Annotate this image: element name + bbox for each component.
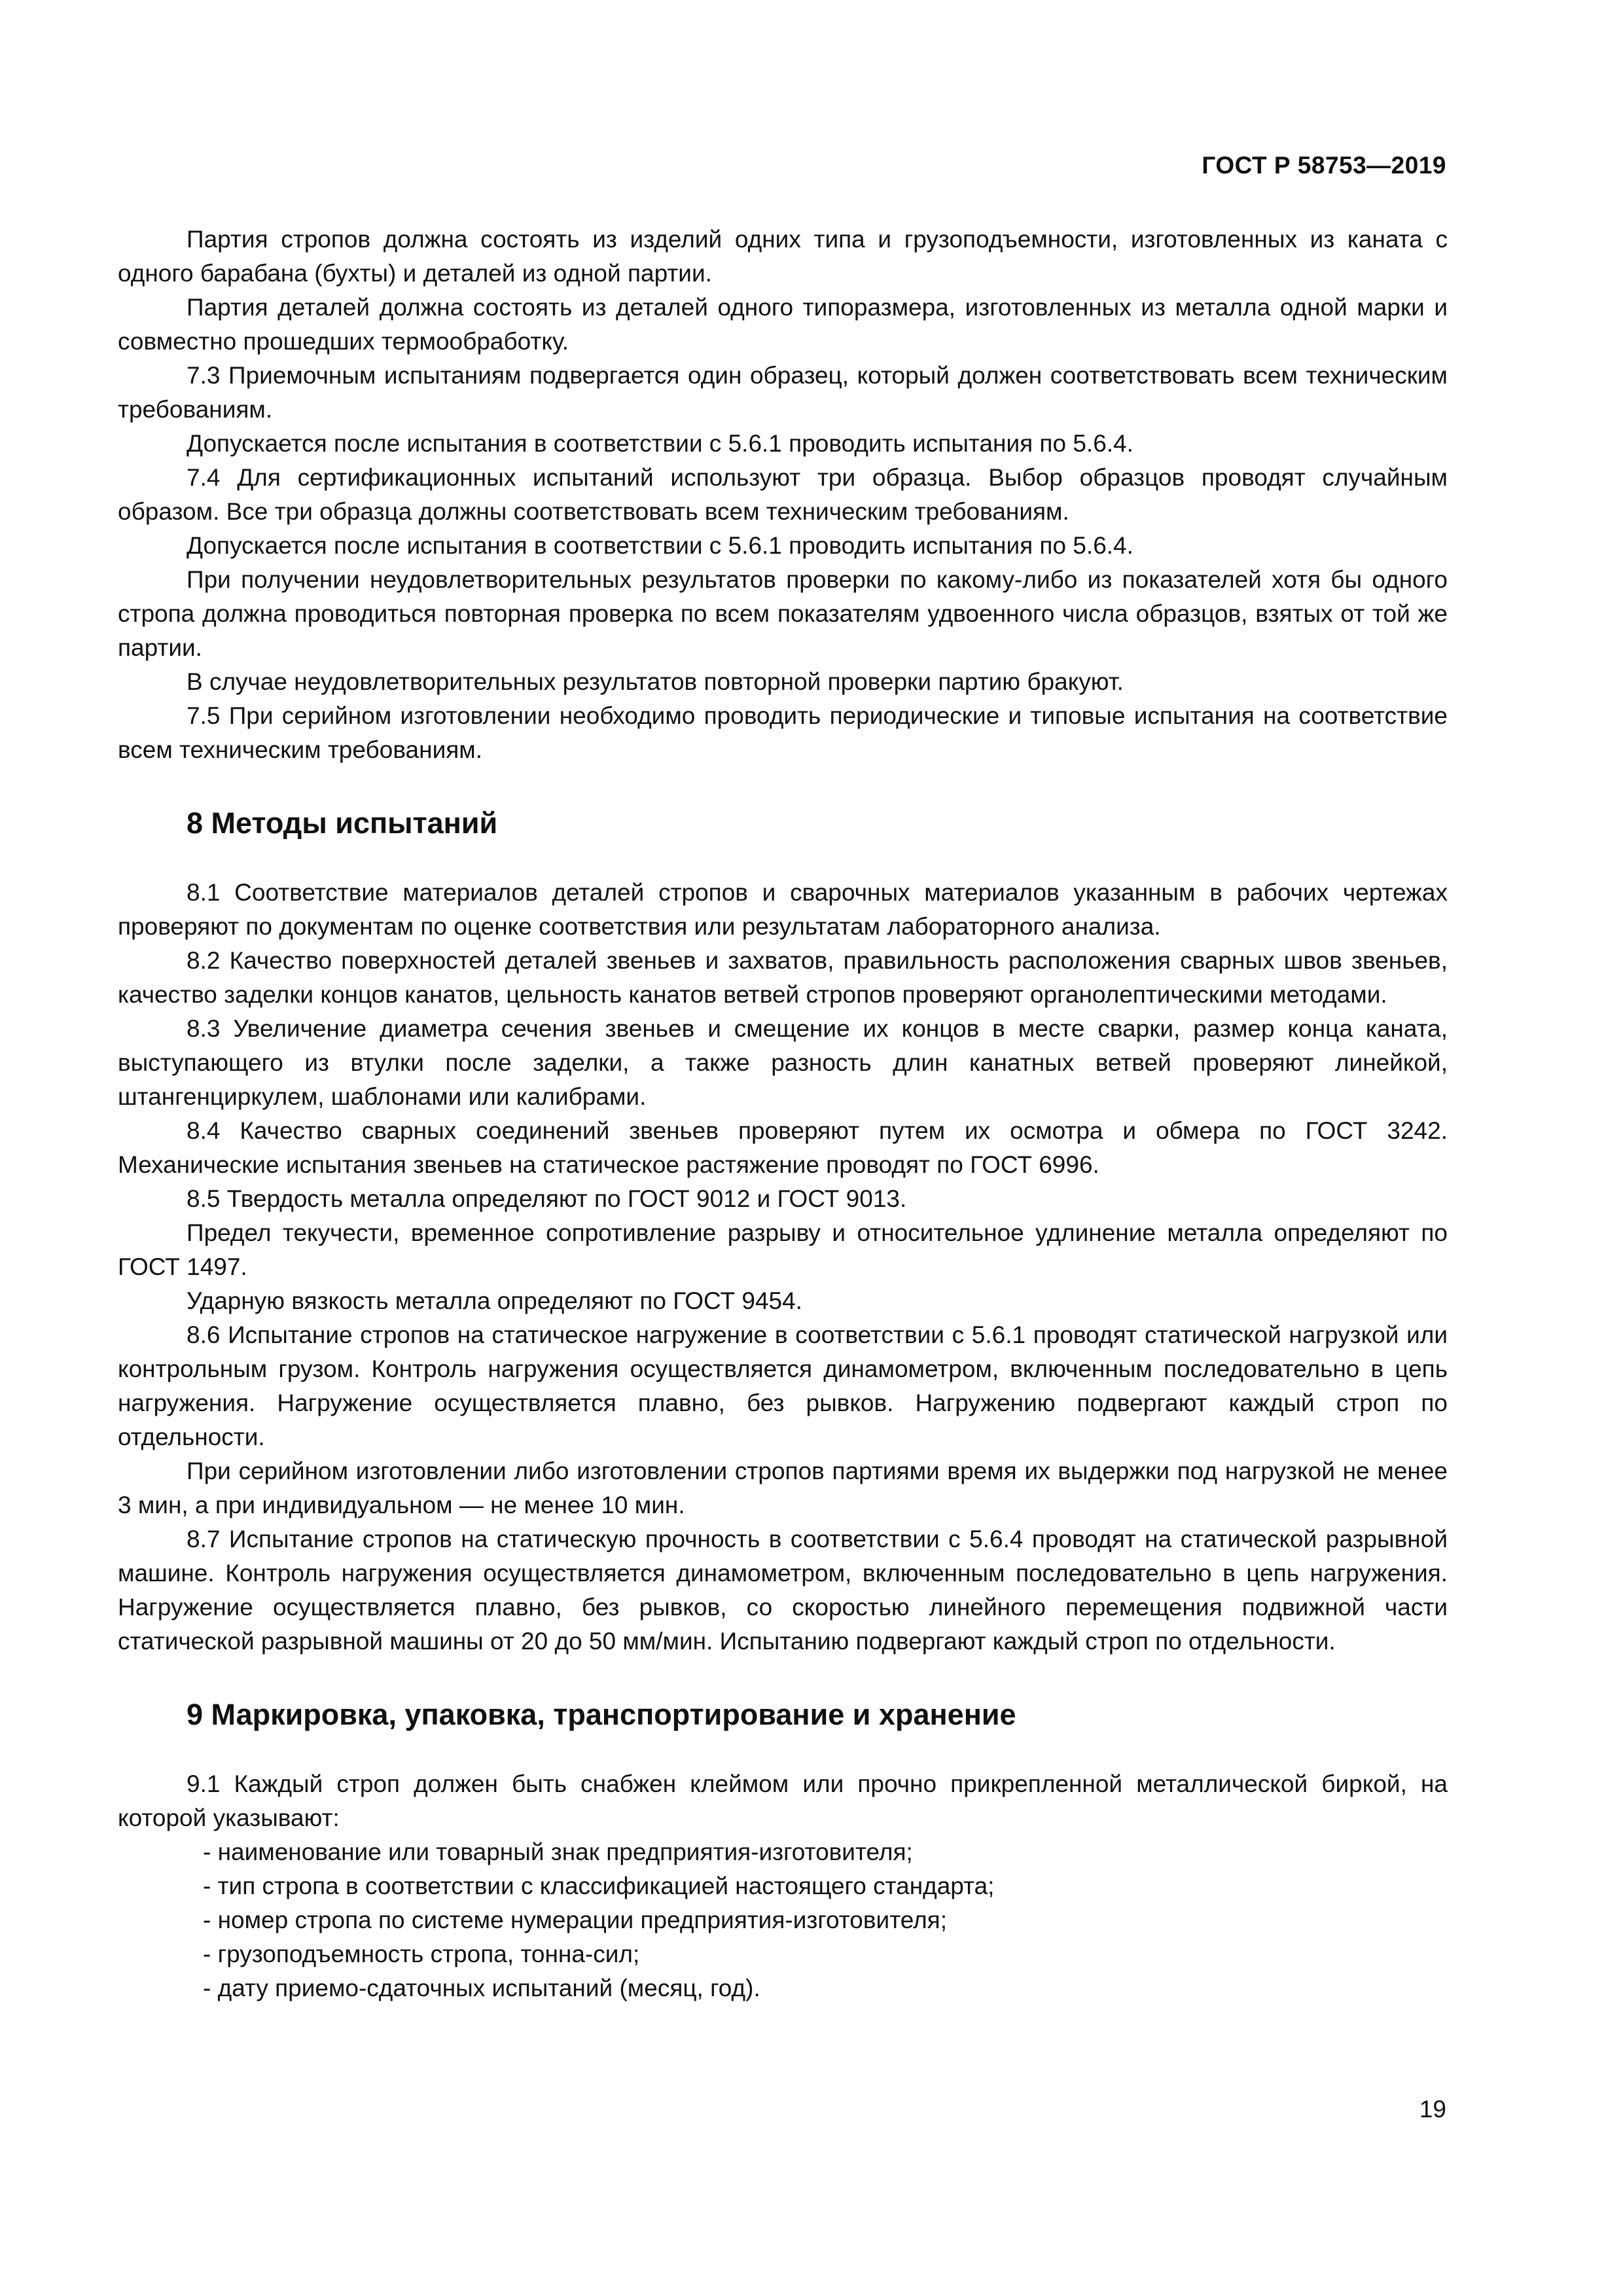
- list-item: - тип стропа в соответствии с классификацией настоящего стандарта;: [203, 1873, 995, 1899]
- list-item: - дату приемо-сдаточных испытаний (месяц, год).: [203, 1975, 760, 2001]
- paragraph: В случае неудовлетворительных результатов повторной проверки партию бракуют.: [187, 668, 1124, 695]
- paragraph: 8.2 Качество поверхностей деталей звеньев и захватов, правильность расположения сварных швов звеньев, качество заделки концов канатов, цельность канатов ветвей стропов проверяют органолептическими методами.: [118, 947, 1448, 1008]
- document-header: ГОСТ Р 58753—2019: [1202, 152, 1446, 179]
- paragraph: При серийном изготовлении либо изготовлении стропов партиями время их выдержки под нагрузкой не менее 3 мин, а при индивидуальном — не менее 10 мин.: [118, 1458, 1448, 1518]
- paragraph: 8.1 Соответствие материалов деталей стропов и сварочных материалов указанным в рабочих чертежах проверяют по документам по оценке соответствия или результатам лабораторного анализа.: [118, 879, 1448, 940]
- paragraph: 8.3 Увеличение диаметра сечения звеньев и смещение их концов в месте сварки, размер конца каната, выступающего из втулки после заделки, а также разность длин канатных ветвей проверяют линейкой, штангенциркулем, шаблонами или калибрами.: [118, 1015, 1448, 1110]
- list-item: - наименование или товарный знак предприятия-изготовителя;: [203, 1839, 913, 1865]
- list-item: - грузоподъемность стропа, тонна-сил;: [203, 1941, 640, 1967]
- section-heading-8: 8 Методы испытаний: [187, 806, 498, 840]
- paragraph: Допускается после испытания в соответствии с 5.6.1 проводить испытания по 5.6.4.: [187, 430, 1133, 457]
- paragraph: 8.5 Твердость металла определяют по ГОСТ 9012 и ГОСТ 9013.: [187, 1185, 907, 1212]
- paragraph: Предел текучести, временное сопротивление разрыву и относительное удлинение металла определяют по ГОСТ 1497.: [118, 1219, 1448, 1280]
- paragraph: 7.5 При серийном изготовлении необходимо проводить периодические и типовые испытания на соответствие всем техническим требованиям.: [118, 702, 1448, 763]
- page-content: [118, 223, 1448, 2005]
- paragraph: 8.4 Качество сварных соединений звеньев проверяют путем их осмотра и обмера по ГОСТ 3242. Механические испытания звеньев на статическое растяжение проводят по ГОСТ 6996.: [118, 1117, 1448, 1178]
- paragraph: 8.6 Испытание стропов на статическое нагружение в соответствии с 5.6.1 проводят статической нагрузкой или контрольным грузом. Контроль нагружения осуществляется динамометром, включенным последовательно в цепь нагружения. Нагружение осуществляется плавно, без рывков. Нагружению подвергают каждый строп по отдельности.: [118, 1321, 1448, 1450]
- paragraph: 8.7 Испытание стропов на статическую прочность в соответствии с 5.6.4 проводят на статической разрывной машине. Контроль нагружения осуществляется динамометром, включенным последовательно в цепь нагружения. Нагружение осуществляется плавно, без рывков, со скоростью линейного перемещения подвижной части статической разрывной машины от 20 до 50 мм/мин. Испытанию подвергают каждый строп по отдельности.: [118, 1526, 1448, 1655]
- paragraph: 9.1 Каждый строп должен быть снабжен клеймом или прочно прикрепленной металлической биркой, на которой указывают:: [118, 1770, 1448, 1831]
- page-number: 19: [1419, 2096, 1446, 2123]
- paragraph: Партия стропов должна состоять из изделий одних типа и грузоподъемности, изготовленных из каната с одного барабана (бухты) и деталей из одной партии.: [118, 226, 1448, 287]
- paragraph: Допускается после испытания в соответствии с 5.6.1 проводить испытания по 5.6.4.: [187, 532, 1133, 559]
- paragraph: Ударную вязкость металла определяют по ГОСТ 9454.: [187, 1287, 802, 1314]
- paragraph: 7.4 Для сертификационных испытаний используют три образца. Выбор образцов проводят случайным образом. Все три образца должны соответствовать всем техническим требованиям.: [118, 464, 1448, 525]
- paragraph: При получении неудовлетворительных результатов проверки по какому-либо из показателей хотя бы одного стропа должна проводиться повторная проверка по всем показателям удвоенного числа образцов, взятых от той же партии.: [118, 566, 1448, 661]
- paragraph: 7.3 Приемочным испытаниям подвергается один образец, который должен соответствовать всем техническим требованиям.: [118, 362, 1448, 423]
- paragraph: Партия деталей должна состоять из деталей одного типоразмера, изготовленных из металла одной марки и совместно прошедших термообработку.: [118, 294, 1448, 355]
- list-item: - номер стропа по системе нумерации предприятия-изготовителя;: [203, 1907, 947, 1933]
- section-heading-9: 9 Маркировка, упаковка, транспортирование и хранение: [187, 1698, 1016, 1731]
